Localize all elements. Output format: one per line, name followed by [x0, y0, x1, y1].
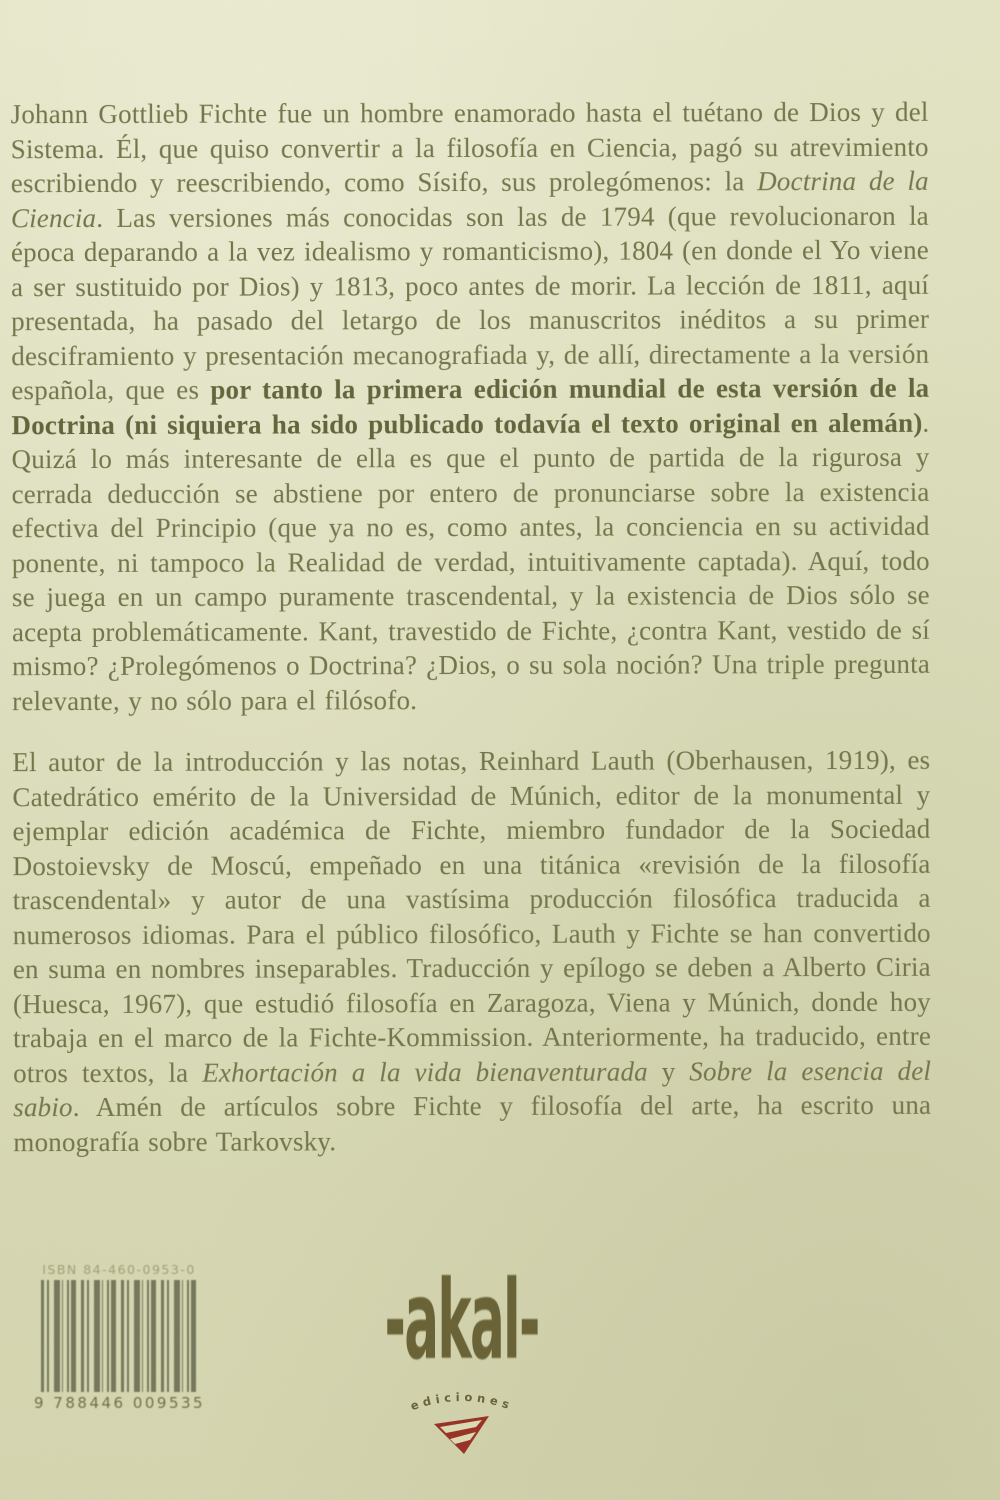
text-segment-italic: Exhortación a la vida bienaventurada — [202, 1056, 648, 1088]
ean-number: 9 788446 009535 — [34, 1394, 206, 1412]
text-segment-normal: y — [647, 1055, 690, 1087]
svg-text:ediciones — [409, 1390, 516, 1413]
barcode-block — [34, 1262, 204, 1412]
synopsis-paragraph — [11, 95, 931, 718]
text-segment-normal: . Las versiones más conocidas son las de 1794 (que revolucionaron la época deparando a la vez idealismo y romanticismo), 1804 (en donde el Yo viene a ser sustituido por Dios) y 1813, poco antes de morir. La lección de 1811, aquí presentada, ha pasado del letargo de los manuscritos inéditos a su primer desciframiento y presentación mecanografiada y, de allí, directamente a la versión española, que es — [10, 200, 930, 406]
akal-logo-text: -akal- — [384, 1258, 540, 1386]
text-segment-normal: . Quizá lo más interesante de ella es que el punto de partida de la rigurosa y cerrada deducción se abstiene por entero de pronunciarse sobre la existencia efectiva del Principio (que ya no es, como antes, la conciencia en su actividad ponente, ni tampoco la Realidad de verdad, intuitivamente captada). Aquí, todo se juega en un campo puramente trascendental, y la existencia de Dios sólo se acepta problemáticamente. Kant, travestido de Fichte, ¿contra Kant, vestido de sí mismo? ¿Prolegómenos o Doctrina? ¿Dios, o su sola noción? Una triple pregunta relevante, y no sólo para el filósofo. — [11, 407, 931, 716]
text-segment-italic: Sobre la esencia del sabio — [13, 1055, 932, 1123]
isbn-label: ISBN 84-460-0953-0 — [42, 1262, 196, 1277]
akal-arrow-icon — [432, 1414, 492, 1456]
text-segment-italic: Doctrina de la Ciencia — [10, 165, 929, 233]
ediciones-label: ediciones — [408, 1389, 516, 1414]
back-cover-text — [11, 95, 932, 1186]
text-segment-normal: Johann Gottlieb Fichte fue un hombre enamorado hasta el tuétano de Dios y del Sistema. Él, que quiso convertir a la filosofía en Ciencia, pagó su atrevimiento escribiendo y reescribiendo, como Sísifo, sus prolegómenos: la — [10, 96, 929, 199]
publisher-logo — [372, 1258, 552, 1456]
text-segment-normal: El autor de la introducción y las notas, Reinhard Lauth (Oberhausen, 1919), es Catedrático emérito de la Universidad de Múnich, editor de la monumental y ejemplar edición académica de Fichte, miembro fundador de la Sociedad Dostoievsky de Moscú, empeñado en una titánica «revisión de la filosofía trascendental» y autor de una vastísima producción filosófica traducida a numerosos idiomas. Para el público filosófico, Lauth y Fichte se han convertido en suma en nombres inseparables. Traducción y epílogo se deben a Alberto Ciria (Huesca, 1967), que estudió filosofía en Zaragoza, Viena y Múnich, donde hoy trabaja en el marco de la Fichte-Kommission. Anteriormente, ha traducido, entre otros textos, la — [12, 744, 932, 1088]
text-segment-normal: . Amén de artículos sobre Fichte y filosofía del arte, ha escrito una monografía sobre Tarkovsky. — [13, 1089, 932, 1157]
text-segment-bold: por tanto la primera edición mundial de esta versión de la Doctrina (ni siquiera ha sido publicado todavía el texto original en alemán) — [11, 372, 930, 440]
author-bio-paragraph — [12, 743, 931, 1159]
barcode-bars — [41, 1280, 197, 1392]
